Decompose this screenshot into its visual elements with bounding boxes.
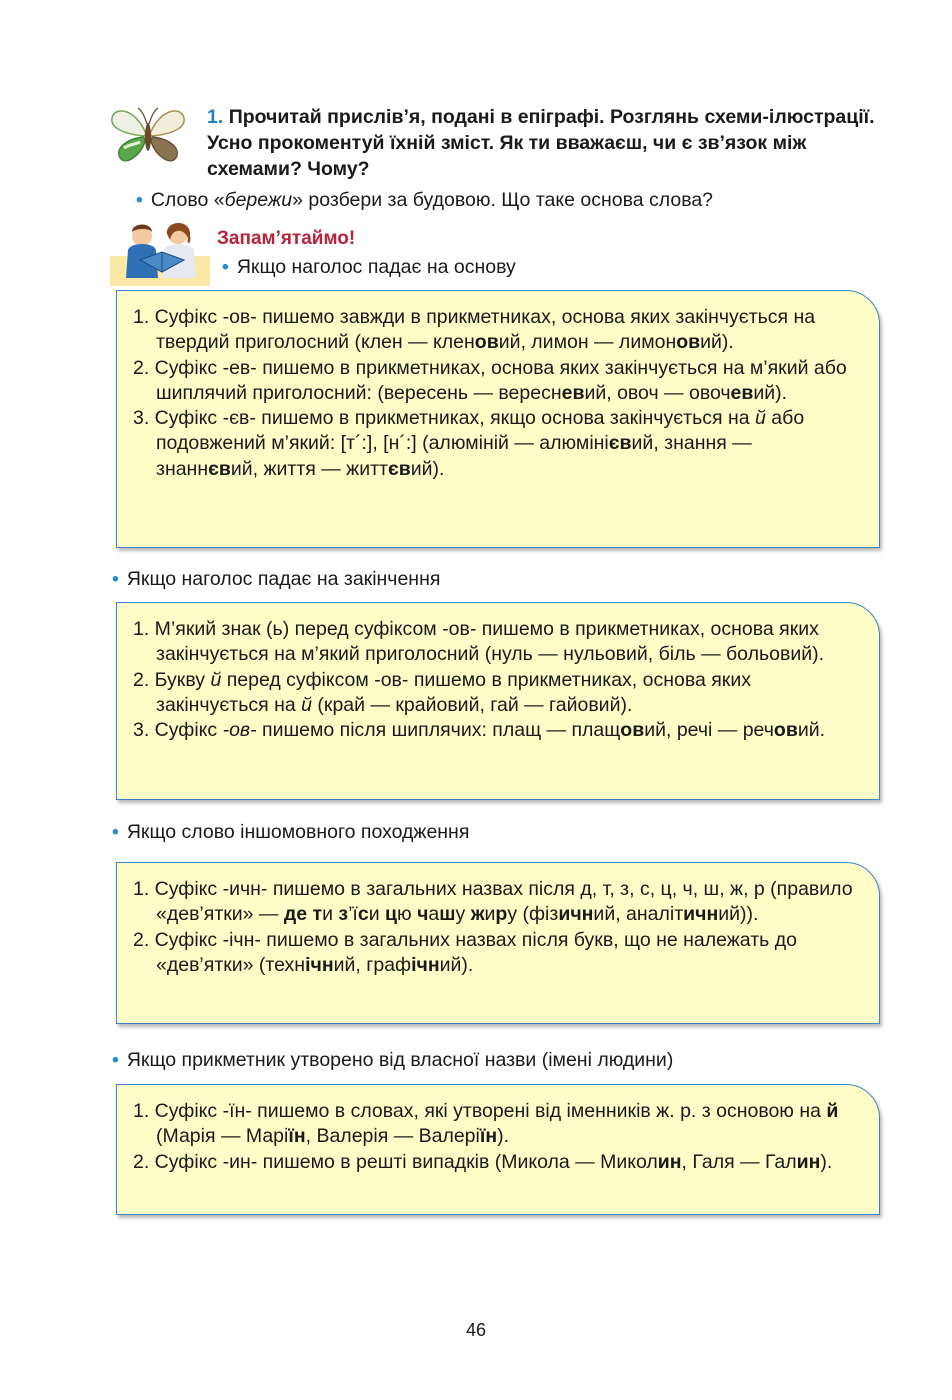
text-run: ий). bbox=[410, 457, 445, 480]
butterfly-icon bbox=[108, 104, 188, 166]
bold-run: т bbox=[312, 903, 323, 926]
section-label-2: • Якщо наголос падає на закінчення bbox=[112, 568, 441, 590]
text-run: ий, життя — житт bbox=[230, 457, 388, 480]
text-run: и bbox=[368, 903, 386, 926]
text-run: и bbox=[484, 903, 496, 926]
text-run: 3. Суфікс bbox=[133, 719, 223, 742]
text-run: ). bbox=[820, 1150, 833, 1173]
bold-run: ов bbox=[474, 331, 499, 354]
text-run: у (фіз bbox=[507, 903, 559, 926]
bullet-dot: • bbox=[112, 568, 119, 590]
text-run: ий)). bbox=[718, 903, 759, 926]
italic-run: й bbox=[755, 407, 766, 430]
text-run: ий, речі — реч bbox=[644, 719, 774, 742]
bold-run: р bbox=[495, 903, 508, 926]
text-run: перед суфіксом -ов- пишемо в прикметниках, основа яких закінчується на bbox=[156, 668, 751, 716]
text-run: , Валерія — Валері bbox=[305, 1125, 480, 1148]
subtask-after: » розбери за будовою. Що таке основа слова? bbox=[292, 189, 714, 211]
text-run: ий). bbox=[700, 331, 734, 354]
task-number: 1. bbox=[207, 106, 224, 128]
bold-run: єв bbox=[608, 432, 632, 455]
bold-run: де bbox=[283, 903, 308, 926]
text-run: 2. Суфікс -ічн- пишемо в загальних назвах після букв, що не належать до «дев’ятки» (техн bbox=[133, 928, 797, 976]
bold-run: ов bbox=[676, 331, 701, 354]
bold-run: ов bbox=[620, 719, 645, 742]
text-run: 2. Суфікс -ев- пишемо в прикметниках, основа яких закінчується на м’який або шиплячий приголосний: (вересень — вересн bbox=[133, 356, 847, 404]
text-run: 1. Суфікс -їн- пишемо в словах, які утворені від іменників ж. р. з основою на bbox=[133, 1100, 827, 1122]
italic-run: й bbox=[301, 693, 312, 716]
text-run: 2. Букву bbox=[133, 668, 211, 691]
bold-run: ичн bbox=[683, 903, 719, 926]
text-run: ий, знання — знанн bbox=[156, 432, 752, 480]
text-run: 2. Суфікс -ин- пишемо в решті випадків (Микола — Микол bbox=[133, 1150, 658, 1173]
subtask-before: Слово « bbox=[150, 189, 225, 211]
text-run: ий, лимон — лимон bbox=[498, 331, 677, 354]
text-run: а bbox=[428, 903, 440, 926]
text-run: и bbox=[322, 903, 339, 926]
bold-run: єв bbox=[387, 457, 411, 480]
rule-box-foreign bbox=[116, 862, 880, 1024]
bold-run: ичн bbox=[558, 903, 594, 926]
bold-run: ж bbox=[470, 903, 485, 926]
rule-item bbox=[133, 617, 859, 668]
rule-item bbox=[133, 668, 859, 719]
bullet-dot: • bbox=[222, 256, 229, 278]
text-run: (Марія — Марі bbox=[156, 1125, 289, 1148]
students-reading-icon bbox=[110, 216, 210, 286]
rule-item bbox=[133, 406, 859, 482]
bold-run: ічн bbox=[305, 953, 334, 976]
rule-item bbox=[133, 928, 859, 979]
subtask-word: бережи bbox=[224, 189, 293, 211]
remember-heading: Запам’ятаймо! bbox=[217, 228, 356, 249]
bold-run: ш bbox=[439, 903, 456, 926]
text-run: у bbox=[455, 903, 471, 926]
page-number: 46 bbox=[465, 1320, 487, 1340]
text-run: ). bbox=[497, 1125, 510, 1148]
text-run: ий, граф bbox=[333, 953, 412, 976]
section-label-3: • Якщо слово іншомовного походження bbox=[112, 821, 470, 843]
text-run: 1. Суфікс -ичн- пишемо в загальних назвах після д, т, з, с, ц, ч, ш, ж, р (правило «дев’ятки» — bbox=[133, 878, 853, 926]
task-1 bbox=[207, 104, 897, 182]
task-text: Прочитай прислів’я, подані в епіграфі. Розглянь схеми-ілюстрації. Усно прокоментуй їхній зміст. Як ти вважаєш, чи є зв’язок між схемами? Чому? bbox=[207, 106, 875, 180]
text-run: 3. Суфікс -єв- пишемо в прикметниках, якщо основа закінчується на bbox=[133, 407, 756, 430]
bullet-dot: • bbox=[112, 1049, 119, 1071]
text-run: ий, аналіт bbox=[593, 903, 684, 926]
bold-run: їн bbox=[479, 1125, 498, 1148]
bold-run: ин bbox=[657, 1150, 682, 1173]
bold-run: ин bbox=[796, 1150, 821, 1173]
bullet-dot: • bbox=[136, 189, 143, 211]
rule-box-stress-base bbox=[116, 290, 880, 548]
text-run: ий. bbox=[797, 719, 826, 742]
text-run: , Галя — Гал bbox=[681, 1150, 797, 1173]
section-label-1: • Якщо наголос падає на основу bbox=[222, 256, 516, 278]
italic-run: -ов- bbox=[222, 719, 257, 742]
bold-run: с bbox=[357, 903, 369, 926]
text-run: або подовжений м’який: [т´:], [н´:] (алюміній — алюміні bbox=[156, 407, 805, 455]
italic-run: й bbox=[210, 668, 222, 691]
section-label-4: • Якщо прикметник утворено від власної назви (імені людини) bbox=[112, 1049, 674, 1071]
bold-run: їн bbox=[288, 1125, 306, 1148]
bold-run: єв bbox=[208, 457, 231, 480]
bold-run: ічн bbox=[411, 953, 440, 976]
text-run: ий, овоч — овоч bbox=[584, 381, 731, 404]
text-run: ий). bbox=[439, 953, 474, 976]
text-run: 1. М’який знак (ь) перед суфіксом -ов- пишемо в прикметниках, основа яких закінчується на м’який приголосний (нуль — нульовий, біль — больовий). bbox=[133, 618, 825, 666]
rule-item bbox=[133, 877, 859, 928]
bold-run: ов bbox=[773, 719, 798, 742]
bold-run: з bbox=[338, 903, 349, 926]
bold-run: ц bbox=[385, 903, 398, 926]
subtask-line bbox=[136, 187, 713, 213]
rule-item bbox=[133, 305, 859, 356]
rule-box-proper-names bbox=[116, 1084, 880, 1215]
bold-run: ев bbox=[561, 381, 585, 404]
text-run: пишемо після шиплячих: плащ — плащ bbox=[256, 719, 621, 742]
rule-item bbox=[133, 1099, 859, 1150]
bold-run: й bbox=[826, 1100, 839, 1122]
bold-run: ев bbox=[730, 381, 754, 404]
text-run: ю bbox=[397, 903, 418, 926]
text-run: ’ї bbox=[348, 903, 358, 926]
rule-box-stress-ending bbox=[116, 602, 880, 800]
rule-item bbox=[133, 356, 859, 407]
bullet-dot: • bbox=[112, 821, 119, 843]
text-run: ий). bbox=[753, 381, 788, 404]
bold-run: ч bbox=[417, 903, 429, 926]
rule-item bbox=[133, 718, 859, 743]
rule-item bbox=[133, 1150, 859, 1175]
text-run: (край — крайовий, гай — гайовий). bbox=[312, 693, 633, 716]
text-run: 1. Суфікс -ов- пишемо завжди в прикметниках, основа яких закінчується на твердий приголосний (клен — клен bbox=[133, 306, 816, 354]
